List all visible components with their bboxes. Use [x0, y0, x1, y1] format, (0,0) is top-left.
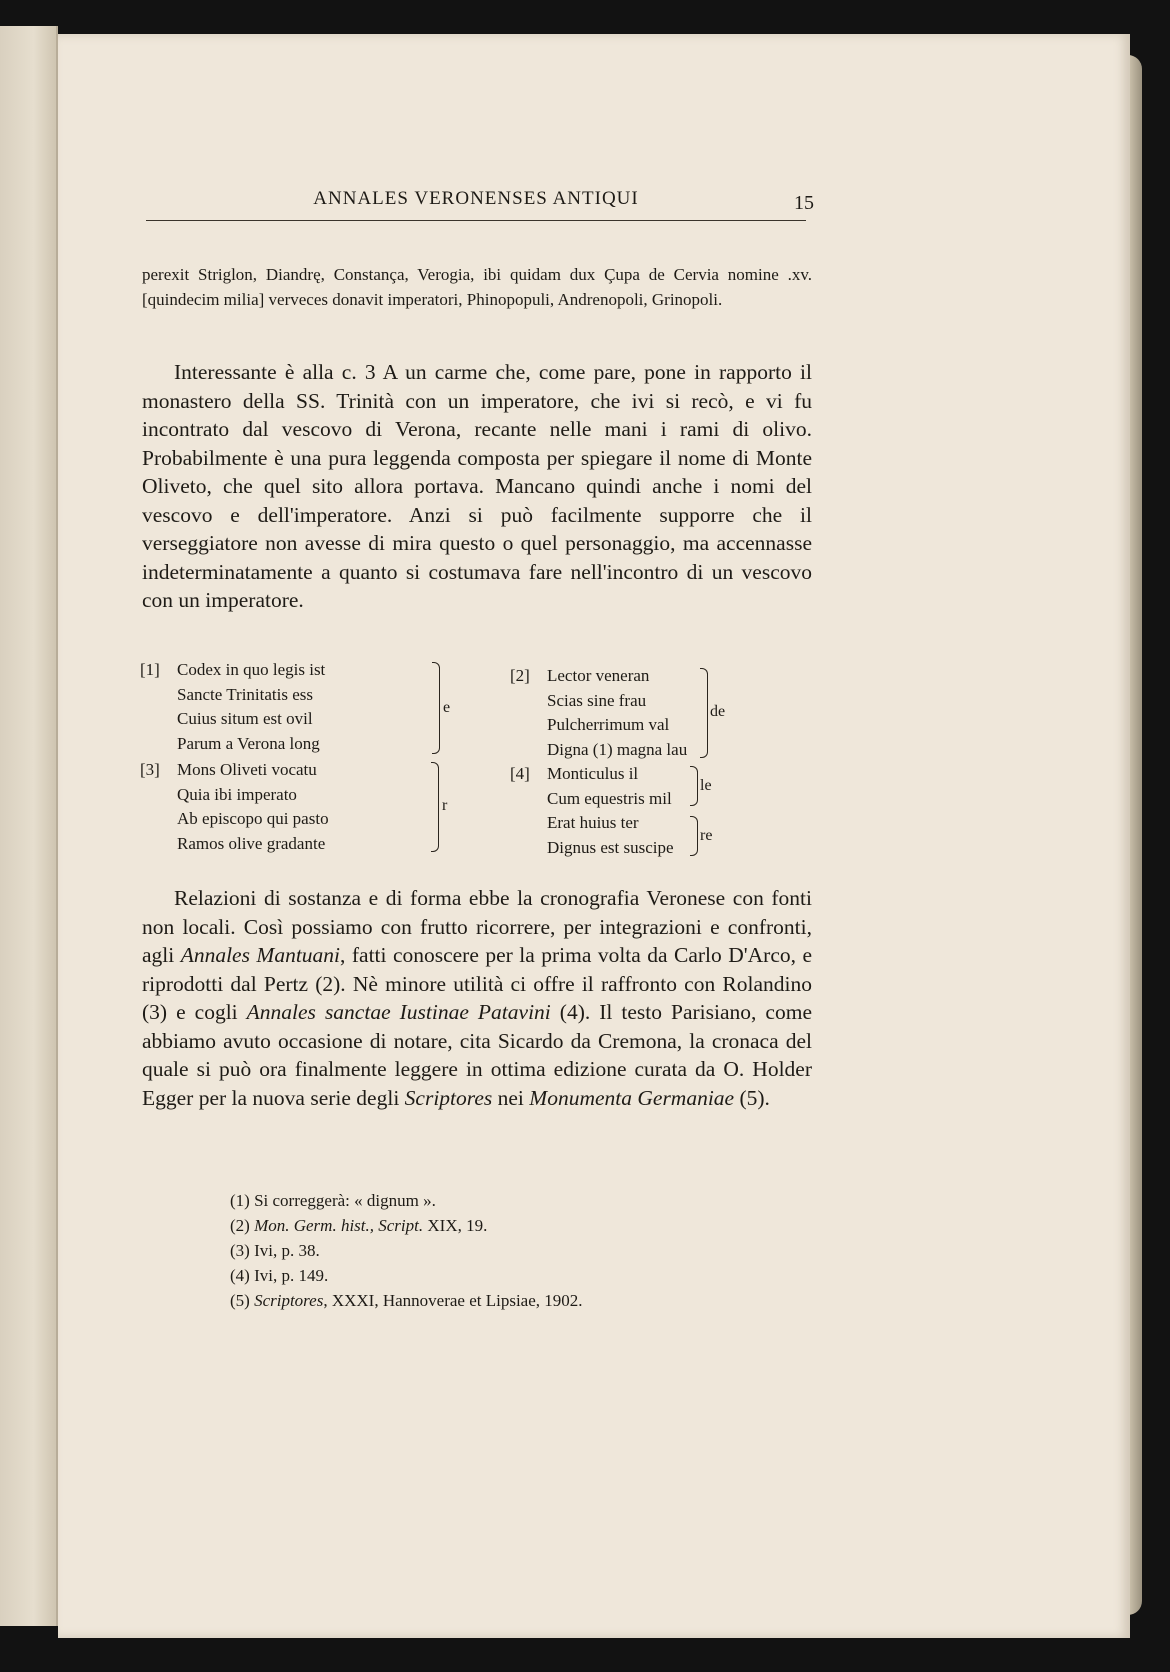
verse-brace: [690, 816, 698, 856]
footnote-number: (3): [230, 1241, 250, 1260]
verse-suffix: e: [443, 699, 451, 716]
footnote-text: XIX, 19.: [423, 1216, 488, 1235]
footnote-number: (5): [230, 1291, 250, 1310]
footnote-text: , XXXI, Hannoverae et Lipsiae, 1902.: [323, 1291, 583, 1310]
text-run: , fatti conoscere per la prima volta da Carlo D'Arco, e riprodotti dal Pertz (2). Nè minore utilità ci offre il raffronto con Rolandino (3) e cogli: [142, 943, 812, 1024]
paragraph-relazioni: [142, 884, 812, 1112]
verse-line: Erat huius ter: [547, 813, 639, 832]
text-run: Relazioni di sostanza e di forma ebbe la cronografia Veronese con fonti non locali. Così possiamo con frutto ricorrere, per integrazioni e confronti, agli: [142, 886, 812, 967]
verse-block: [140, 658, 820, 858]
header-rule: [146, 220, 806, 221]
verse-brace: [431, 762, 439, 852]
text-run: (5).: [734, 1085, 770, 1110]
verse-line: Cuius situm est ovil: [177, 709, 313, 728]
verse-line: Scias sine frau: [547, 690, 647, 710]
paragraph-interessante: Interessante è alla c. 3 A un carme che, come pare, pone in rapporto il monastero della SS. Trinità con un imperatore, che ivi si recò, e vi fu incontrato dal vescovo di Verona, recante nelle mani i rami di olivo. Probabilmente è una pura leggenda composta per spiegare il nome di Monte Oliveto, che quel sito allora portava. Mancano quindi anche i nomi del vescovo e dell'imperatore. Anzi si può facilmente supporre che il verseggiatore non avesse di mira questo o quel personaggio, ma accennasse indeterminatamente a quanto si costumava fare nell'incontro di un vescovo con un imperatore.: [142, 360, 812, 612]
verse-brace: [690, 766, 698, 806]
footnote: [230, 1238, 790, 1263]
footnote-text: Ivi, p. 38.: [254, 1241, 320, 1260]
verse-line: Lector veneran: [547, 666, 650, 685]
footnote-text: Si correggerà: « dignum ».: [254, 1191, 436, 1210]
verse-suffix: r: [442, 797, 448, 814]
footnote-italic: Scriptores: [254, 1291, 324, 1310]
footnote: [230, 1188, 790, 1213]
footnote-number: (4): [230, 1266, 250, 1285]
verse-line: Parum a Verona long: [177, 733, 320, 753]
verse-line: Mons Oliveti vocatu: [177, 760, 317, 779]
verse-suffix: de: [710, 703, 726, 720]
footnote: [230, 1213, 790, 1238]
verse-line: Pulcherrimum val: [547, 715, 670, 734]
verse-line: Quia ibi imperato: [177, 784, 297, 804]
verse-brace: [700, 668, 708, 758]
stanza-lines: [177, 658, 325, 756]
footnote-italic: Mon. Germ. hist., Script.: [254, 1216, 424, 1235]
stanza-lines: [177, 758, 329, 856]
footnote: [230, 1263, 790, 1288]
text-run: nei: [492, 1085, 530, 1110]
footnotes: [230, 1188, 790, 1313]
title-annales-iustinae: Annales sanctae Iustinae Patavini: [246, 1000, 551, 1024]
running-title: ANNALES VERONENSES ANTIQUI: [313, 188, 639, 209]
verse-suffix: le: [700, 777, 712, 794]
stanza-lines: [547, 762, 674, 860]
footnote: [230, 1288, 790, 1313]
footnote-number: (2): [230, 1216, 250, 1235]
title-monumenta: Monumenta Germaniae: [529, 1085, 735, 1110]
stanza-number: [2]: [510, 666, 530, 685]
stanza-number: [1]: [140, 660, 160, 679]
verse-line: Ab episcopo qui pasto: [177, 809, 329, 828]
latin-quote: perexit Striglon, Diandrę, Constança, Verogia, ibi quidam dux Çupa de Cervia nomine .xv. [quindecim milia] verveces donavit imperatori, Phinopopuli, Andrenopoli, Grinopoli.: [142, 265, 812, 309]
verse-line: Monticulus il: [547, 764, 639, 783]
verse-line: Sancte Trinitatis ess: [177, 684, 314, 704]
facing-page-edge: [0, 26, 58, 1626]
page-header: [146, 158, 814, 222]
title-annales-mantuani: Annales Mantuani: [180, 943, 341, 967]
stanza-number: [4]: [510, 764, 530, 783]
verse-line: Ramos olive gradante: [177, 833, 326, 853]
verse-line: Cum equestris mil: [547, 788, 672, 808]
footnote-number: (1): [230, 1191, 250, 1210]
verse-line: Codex in quo legis ist: [177, 660, 326, 679]
footnote-text: Ivi, p. 149.: [254, 1266, 329, 1285]
title-scriptores: Scriptores: [404, 1085, 493, 1110]
stanza-lines: [547, 664, 687, 762]
verse-suffix: re: [700, 827, 713, 844]
page-number: 15: [794, 192, 814, 214]
stanza-number: [3]: [140, 760, 160, 779]
verse-line: Dignus est suscipe: [547, 837, 674, 857]
verse-brace: [432, 662, 440, 754]
text-run: (4). Il testo Parisiano, come abbiamo avuto occasione di notare, cita Sicardo da Cremona, la cronaca del quale si può ora finalmente leggere in ottima edizione curata da O. Holder Egger per la nuova serie degli: [142, 1000, 812, 1110]
verse-line: Digna (1) magna lau: [547, 739, 688, 759]
